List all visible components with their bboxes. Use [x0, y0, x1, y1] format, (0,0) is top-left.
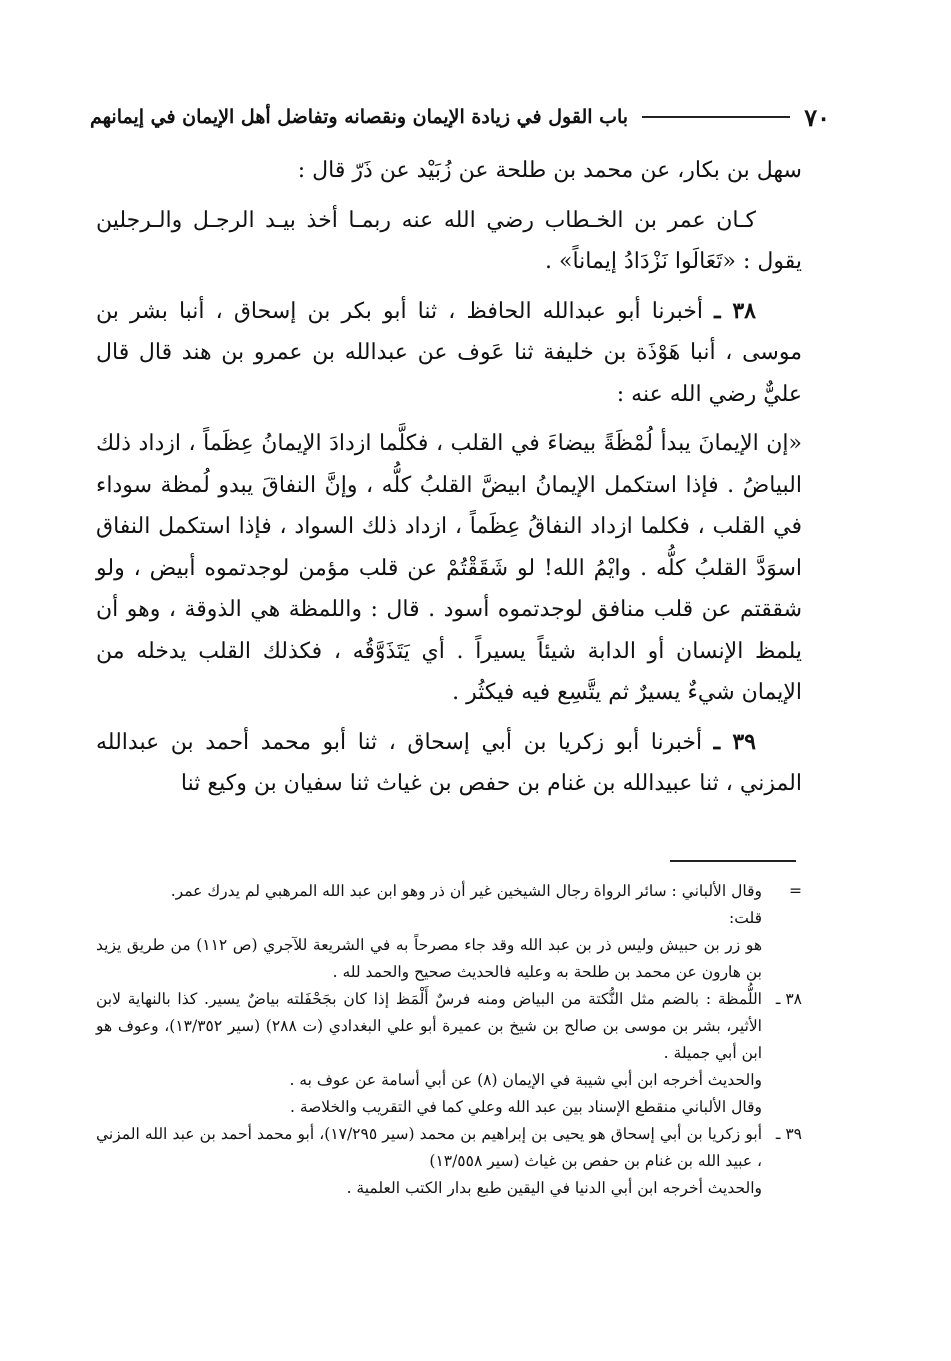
footnote-text: هو زر بن حبيش وليس ذر بن عبد الله وقد جاء مصرحاً به في الشريعة للآجري (ص ١١٢) من طريق يزيد بن هارون عن محمد بن طلحة به وعليه فالحديث صحيح والحمد لله . — [96, 936, 762, 981]
paragraph-hadith-38-text: «إن الإيمانَ يبدأ لُمْظَةً بيضاءَ في القلب ، فكلَّما ازدادَ الإيمانُ عِظَماً ، ازداد ذلك البياضُ . فإذا استكمل الإيمانُ ابيضَّ القلبُ كلُّه ، وإنَّ النفاقَ يبدو لُمظة سوداء في القلب ، فكلما ازداد النفاقُ عِظَماً ، ازداد ذلك السواد ، فإذا استكمل النفاق اسوَدَّ القلبُ كلُّه . وايْمُ الله! لو شَقَقْتُمْ عن قلب مؤمن لوجدتموه أبيض ، ولو شققتم عن قلب منافق لوجدتموه أسود . قال : واللمظة هي الذوقة ، وهو أن يلمظ الإنسان أو الدابة شيئاً يسيراً . أي يَتَذَوَّقُه ، فكذلك القلب يدخله من الإيمان شيءٌ يسيرٌ ثم يتَّسِع فيه فيكثُر . — [96, 431, 802, 705]
page-number: ٧٠ — [804, 102, 830, 132]
running-title: باب القول في زيادة الإيمان ونقصانه وتفاضل أهل الإيمان في إيمانهم — [90, 106, 629, 128]
footnote-number: ٣٨ ـ — [775, 990, 802, 1008]
footnote-continuation — [96, 878, 802, 986]
footnote-separator — [670, 860, 796, 862]
footnote-qult-label: قلت: — [729, 909, 762, 927]
page-header — [90, 100, 830, 134]
footnote-text: وقال الألباني منقطع الإسناد بين عبد الله وعلي كما في التقريب والخلاصة . — [289, 1098, 762, 1116]
paragraph-chain-continuation: سهل بن بكار، عن محمد بن طلحة عن زُبَيْد عن ذَرّ قال : — [297, 158, 802, 183]
paragraph-hadith-39 — [96, 722, 802, 805]
footnote-text: والحديث أخرجه ابن أبي الدنيا في اليقين طبع بدار الكتب العلمية . — [346, 1179, 762, 1197]
hadith-chain: أخبرنا أبو عبدالله الحافظ ، ثنا أبو بكر بن إسحاق ، أنبا بشر بن موسى ، أنبا هَوْذَة بن خليفة ثنا عَوف عن عبدالله بن عمرو بن هند قال قال عليٌّ رضي الله عنه : — [96, 298, 802, 407]
hadith-number: ٣٨ ـ — [714, 297, 756, 324]
hadith-number: ٣٩ ـ — [713, 728, 756, 755]
main-text — [96, 150, 802, 813]
paragraph-hadith-38 — [96, 291, 802, 416]
continuation-mark: = — [789, 882, 802, 900]
footnote-text: والحديث أخرجه ابن أبي شيبة في الإيمان (٨) عن أبي أسامة عن عوف به . — [289, 1071, 762, 1089]
hadith-chain: أخبرنا أبو زكريا بن أبي إسحاق ، ثنا أبو محمد أحمد بن عبدالله المزني ، ثنا عبيدالله بن غنام بن حفص بن غياث ثنا سفيان بن وكيع ثنا — [96, 729, 802, 796]
footnotes — [96, 878, 802, 1202]
header-rule — [642, 116, 790, 118]
footnote-text: أبو زكريا بن أبي إسحاق هو يحيى بن إبراهيم بن محمد (سير ١٧/٢٩٥)، أبو محمد أحمد بن عبد الله المزني ، عبيد الله بن غنام بن حفص بن غياث (سير ١٣/٥٥٨) — [96, 1125, 762, 1170]
footnote-text: وقال الألباني : سائر الرواة رجال الشيخين غير أن ذر وهو ابن عبد الله المرهبي لم يدرك عمر. — [170, 882, 762, 900]
paragraph-umar-report: كـان عمر بن الخـطاب رضي الله عنه ربمـا أخذ بيـد الرجـل والـرجلين يقول : «تَعَالَوا نَزْدَادُ إيماناً» . — [96, 207, 802, 274]
footnote-number: ٣٩ ـ — [775, 1125, 802, 1143]
footnote-38 — [96, 986, 802, 1121]
footnote-39 — [96, 1121, 802, 1202]
footnote-text: اللُّمظة : بالضم مثل النُّكتة من البياض ومنه فرسٌ أَلْمَظ إذا كان بجَحْفَلته بياضٌ يسير. كذا بالنهاية لابن الأثير، بشر بن موسى بن صالح بن شيخ بن عميرة أبو علي البغدادي (ت ٢٨٨) (سير ١٣/٣٥٢)، وعوف هو ابن أبي جميلة . — [96, 990, 762, 1062]
